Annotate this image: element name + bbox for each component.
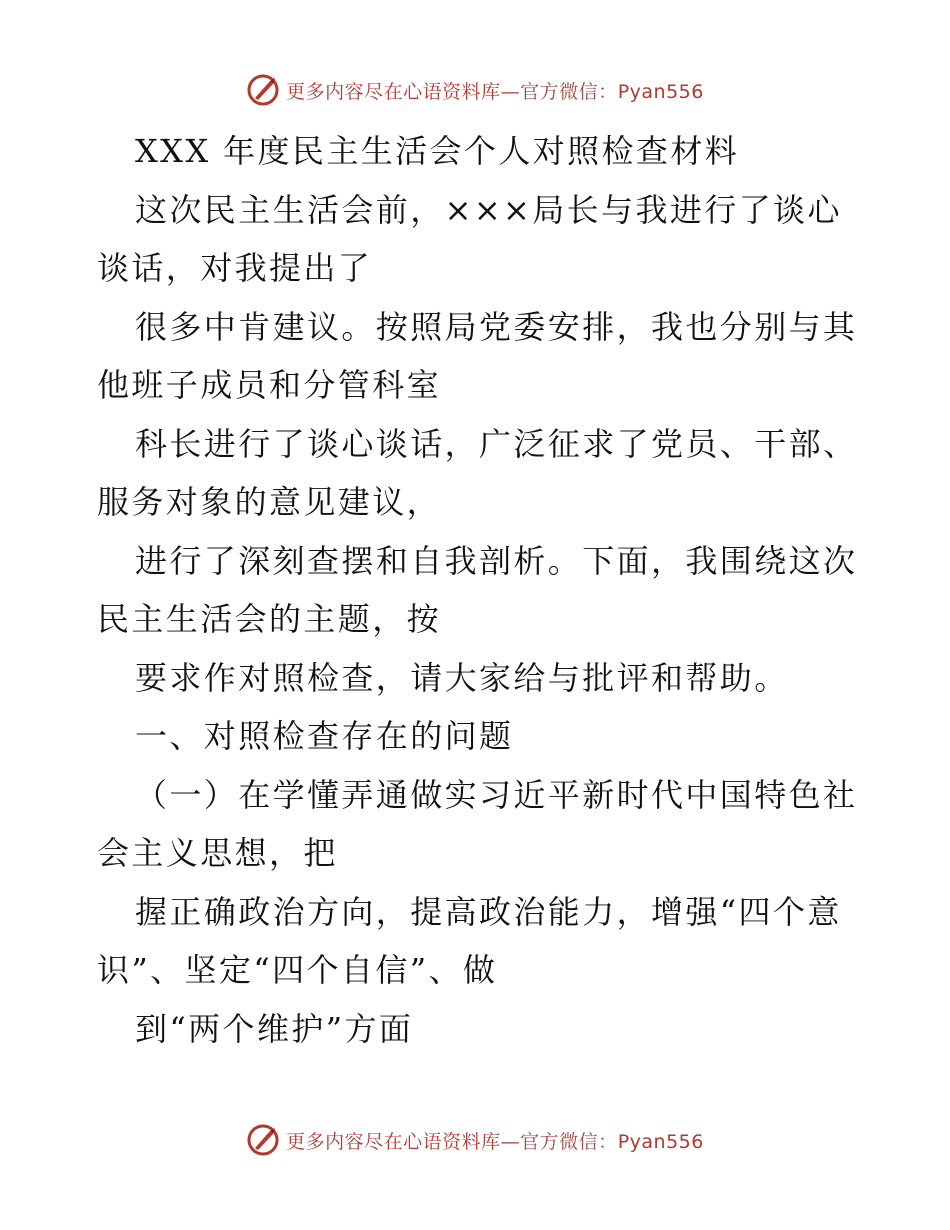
document-line: XXX 年度民主生活会个人对照检查材料: [135, 132, 740, 170]
banner-wechat-label: 官方微信：: [520, 1130, 618, 1153]
banner-wechat-id: Pyan556: [617, 1130, 704, 1153]
document-line: 识”、坚定“四个自信”、做: [97, 951, 498, 989]
document-line: 一、对照检查存在的问题: [135, 717, 514, 755]
document-line: 握正确政治方向，提高政治能力，增强“四个意: [135, 892, 842, 931]
banner-wechat-label: 官方微信：: [520, 80, 618, 103]
document-line: 这次民主生活会前，×××局长与我进行了谈心: [135, 190, 842, 229]
banner-text: [286, 1127, 704, 1154]
document-line: 谈话，对我提出了: [97, 249, 373, 287]
banner-slogan: 更多内容尽在心语资料库: [286, 80, 501, 103]
document-line: 要求作对照检查，请大家给与批评和帮助。: [135, 658, 789, 697]
banner-wechat-id: Pyan556: [617, 80, 704, 103]
banner-text: [286, 77, 704, 104]
document-line: 很多中肯建议。按照局党委安排，我也分别与其: [135, 307, 858, 346]
document-line: 科长进行了谈心谈话，广泛征求了党员、干部、: [135, 424, 858, 463]
header-banner: [0, 70, 950, 110]
document-line: 他班子成员和分管科室: [97, 366, 442, 404]
banner-separator: —: [500, 80, 521, 103]
document-line: 服务对象的意见建议，: [97, 483, 442, 521]
quill-seal-icon: [246, 73, 280, 107]
footer-banner: [0, 1120, 950, 1160]
banner-slogan: 更多内容尽在心语资料库: [286, 1130, 501, 1153]
document-line: 会主义思想，把: [97, 834, 338, 872]
quill-seal-icon: [246, 1123, 280, 1157]
banner-separator: —: [500, 1130, 521, 1153]
document-line: 到“两个维护”方面: [135, 1009, 414, 1048]
document-line: （一）在学懂弄通做实习近平新时代中国特色社: [135, 775, 858, 814]
document-body: [97, 122, 857, 1058]
document-line: 进行了深刻查摆和自我剖析。下面，我围绕这次: [135, 541, 858, 580]
document-line: 民主生活会的主题，按: [97, 600, 442, 638]
